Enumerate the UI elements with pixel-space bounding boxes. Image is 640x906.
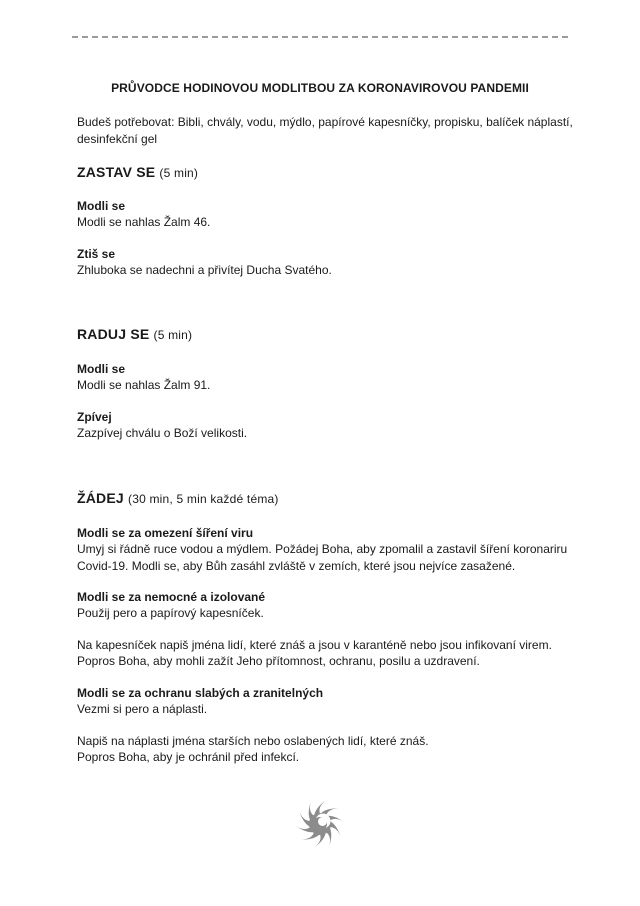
instruction-text: Na kapesníček napiš jména lidí, které znáš a jsou v karanténě nebo jsou infikovaní virem. <box>77 638 552 652</box>
section-duration: (30 min, 5 min každé téma) <box>128 492 279 506</box>
instruction-text: Zhluboka se nadechni a přivítej Ducha Svatého. <box>77 263 332 277</box>
section-title: ŽÁDEJ <box>77 490 124 506</box>
section-heading-zastav <box>77 164 198 182</box>
instruction-text: Vezmi si pero a náplasti. <box>77 702 208 716</box>
subheading-modli-se: Modli se <box>77 199 126 213</box>
swirl-logo-icon <box>294 798 346 850</box>
section-title: ZASTAV SE <box>77 164 156 180</box>
instruction-text: Umyj si řádně ruce vodou a mýdlem. Požádej Boha, aby zpomalil a zastavil šíření koronariru Covid-19. Modli se, aby Bůh zasáhl zvláště v zemích, které jsou nejvíce zasažené. <box>77 542 568 573</box>
subheading-ztis-se: Ztiš se <box>77 247 116 261</box>
section-heading-zadej <box>77 490 279 508</box>
instruction-text: Modli se nahlas Žalm 91. <box>77 378 211 392</box>
section-duration: (5 min) <box>153 328 193 342</box>
instruction-text: Popros Boha, aby je ochránil před infekcí. <box>77 750 300 764</box>
subheading-omezeni-sireni: Modli se za omezení šíření viru <box>77 526 254 540</box>
instruction-text: Napiš na náplasti jména starších nebo oslabených lidí, které znáš. <box>77 734 429 748</box>
instruction-text: Popros Boha, aby mohli zažít Jeho přítomnost, ochranu, posilu a uzdravení. <box>77 654 480 668</box>
instruction-text: Modli se nahlas Žalm 46. <box>77 215 211 229</box>
instruction-text: Zazpívej chválu o Boží velikosti. <box>77 426 248 440</box>
subheading-nemocne-izolovane: Modli se za nemocné a izolované <box>77 590 266 604</box>
section-duration: (5 min) <box>159 166 199 180</box>
supplies-intro: Budeš potřebovat: Bibli, chvály, vodu, mýdlo, papírové kapesníčky, propisku, balíček náplastí, desinfekční gel <box>77 115 573 146</box>
logo-ray <box>302 832 320 840</box>
section-title: RADUJ SE <box>77 326 150 342</box>
top-dashed-divider <box>72 36 568 38</box>
document-title: PRŮVODCE HODINOVOU MODLITBOU ZA KORONAVIROVOU PANDEMII <box>111 81 529 95</box>
section-heading-raduj <box>77 326 192 344</box>
subheading-zpivej: Zpívej <box>77 410 112 424</box>
instruction-text: Použij pero a papírový kapesníček. <box>77 606 264 620</box>
subheading-ochrana-slabych: Modli se za ochranu slabých a zranitelných <box>77 686 324 700</box>
subheading-modli-se: Modli se <box>77 362 126 376</box>
